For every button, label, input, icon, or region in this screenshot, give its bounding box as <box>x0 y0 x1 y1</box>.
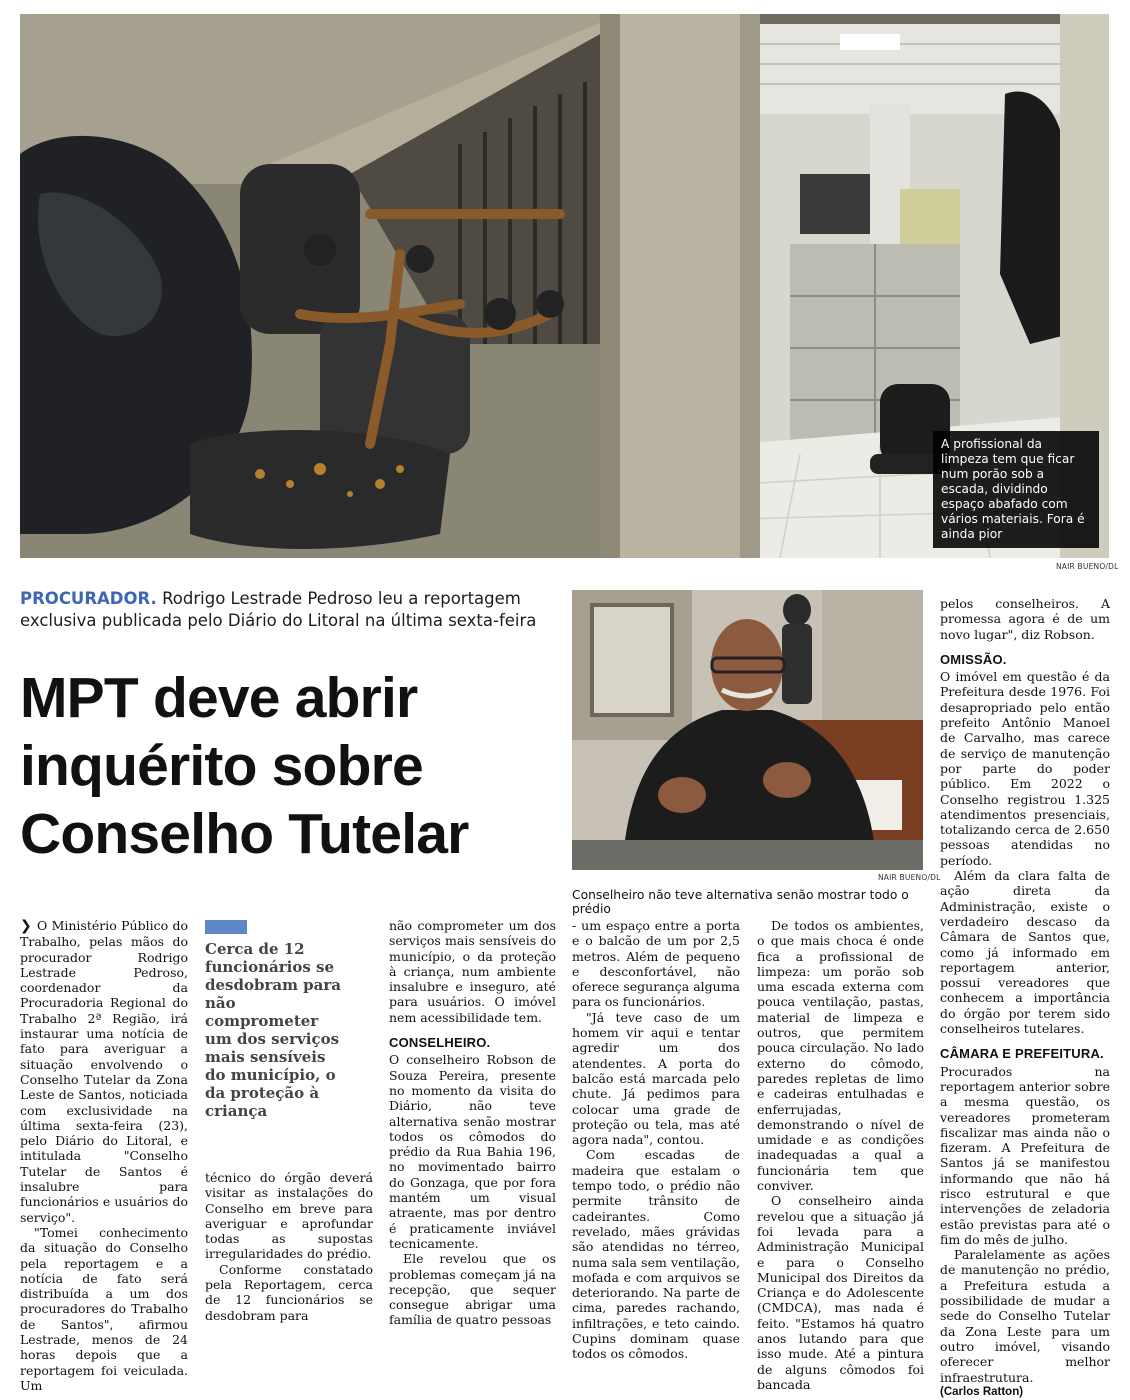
paragraph: Ele revelou que os problemas começam já na recepção, que sequer consegue abrigar uma família de quatro pessoas <box>389 1251 556 1328</box>
paragraph: Procurados na reportagem anterior sobre a mesma questão, os vereadores prometeram fiscalizar mas ainda não o fizeram. A Prefeitura de Santos já se manifestou informando que não há risco estrutural e que intervenções de zeladoria estão previstas para até o fim do mês de julho. <box>940 1063 1110 1247</box>
chevron-right-icon: ❯ <box>20 918 37 934</box>
photo-counselor <box>572 590 923 870</box>
paragraph: De todos os ambientes, o que mais choca é onde fica a profissional de limpeza: um porão sob uma escada externa com pouca ventilação, pastas, material de limpeza e outros, que permitem pouca circulação. No lado externo do cômodo, paredes repletas de limo e cadeiras entulhadas e enferrujadas, demonstrando o nível de umidade e as condições inadequadas a qual a funcionária tem que conviver. <box>757 918 924 1194</box>
author-signature: (Carlos Ratton) <box>940 1385 1024 1398</box>
pull-quote <box>205 920 345 1120</box>
paragraph: O imóvel em questão é da Prefeitura desde 1976. Foi desapropriado pelo então prefeito Antônio Manoel de Carvalho, mas carece de serviço de manutenção por parte do poder público. Em 2022 o Conselho registrou 1.325 atendimentos presenciais, totalizando cerca de 2.650 pessoas atendidas no período. <box>940 669 1110 868</box>
kicker-keyword: PROCURADOR. <box>20 589 157 608</box>
photo-credit-top: NAIR BUENO/DL <box>1056 562 1119 571</box>
column-5 <box>757 918 924 1392</box>
paragraph: ❯ O Ministério Público do Trabalho, pelas mãos do procurador Rodrigo Lestrade Pedroso, coordenador da Procuradoria Regional do Trabalho 2ª Região, irá instaurar uma notícia de fato para averiguar a situação envolvendo o Conselho Tutelar da Zona Leste de Santos, noticiada com exclusividade na última sexta-feira (23), pelo Diário do Litoral, e intitulada "Conselho Tutelar de Santos é insalubre para funcionários e usuários do serviço". <box>20 918 188 1225</box>
column-2 <box>205 1170 373 1323</box>
main-photo-basement <box>20 14 1109 558</box>
paragraph: O conselheiro ainda revelou que a situação já foi levada para a Administração Municipal e para o Conselho Municipal dos Direitos da Criança e do Adolescente (CMDCA), mas nada é feito. "Estamos há quatro anos lutando para que isso mude. Até a pintura de alguns cômodos foi bancada <box>757 1193 924 1392</box>
photo-credit-side: NAIR BUENO/DL <box>878 873 941 882</box>
kicker <box>20 588 560 632</box>
column-1 <box>20 918 188 1393</box>
pull-quote-text: Cerca de 12 funcionários se desdobram para não comprometer um dos serviços mais sensíveis do município, o da proteção à criança <box>205 940 342 1120</box>
column-6 <box>940 596 1110 1400</box>
paragraph: Com escadas de madeira que estalam o tempo todo, o prédio não permite trânsito de cadeirantes. Como revelado, mães grávidas são atendidas no térreo, numa sala sem ventilação, mofada e com arquivos se deteriorando. Na parte de cima, paredes rachando, infiltrações, e teto caindo. Cupins dominam quase todos os cômodos. <box>572 1147 740 1362</box>
subheading-camara-prefeitura: CÂMARA E PREFEITURA. <box>940 1046 1104 1062</box>
paragraph: pelos conselheiros. A promessa agora é de um novo lugar", diz Robson. <box>940 596 1110 642</box>
pull-quote-bar <box>205 920 247 934</box>
subheading-omissao: OMISSÃO. <box>940 651 1007 667</box>
paragraph: Além da clara falta de ação direta da Administração, existe o verdadeiro descaso da Câmara de Santos que, como já informado em reportagem anterior, possui vereadores que conhecem a importância do órgão por terem sido conselheiros tutelares. <box>940 868 1110 1037</box>
column-3 <box>389 918 556 1328</box>
paragraph: técnico do órgão deverá visitar as instalações do Conselho em breve para averiguar e aprofundar todas as supostas irregularidades do prédio. <box>205 1170 373 1262</box>
headline: MPT deve abrir inquérito sobre Conselho Tutelar <box>20 666 469 866</box>
subheading-conselheiro: CONSELHEIRO. <box>389 1035 491 1051</box>
paragraph: Paralelamente as ações de manutenção no prédio, a Prefeitura estuda a possibilidade de mudar a sede do Conselho Tutelar da Zona Leste para um outro imóvel, visando oferecer melhor infraestrutura. <box>940 1247 1110 1385</box>
counselor-portrait-illustration <box>572 590 923 870</box>
paragraph: "Tomei conhecimento da situação do Conselho pela reportagem e a notícia de fato será distribuída a um dos procuradores do Trabalho de Santos", afirmou Lestrade, menos de 24 horas depois que a reportagem foi veiculada. Um <box>20 1224 188 1393</box>
paragraph: não comprometer um dos serviços mais sensíveis do município, o da proteção à criança, num ambiente insalubre e inseguro, até para usuários. O imóvel nem acessibilidade tem. <box>389 918 556 1025</box>
paragraph: "Já teve caso de um homem vir aqui e tentar agredir um dos atendentes. A porta do balcão está marcada pelo chute. Já pedimos para colocar uma grade de proteção ou tela, mas até agora nada", contou. <box>572 1009 740 1148</box>
kicker-text: Rodrigo Lestrade Pedroso leu a reportagem exclusiva publicada pelo Diário do Litoral na última sexta-feira <box>20 589 537 630</box>
photo-caption-counselor: Conselheiro não teve alternativa senão mostrar todo o prédio <box>572 888 909 916</box>
paragraph: O conselheiro Robson de Souza Pereira, presente no momento da visita do Diário, não teve alternativa senão mostrar todos os cômodos do prédio da Rua Bahia 196, no movimentado bairro do Gonzaga, que por fora mantém um visual atraente, mas por dentro é praticamente inviável tecnicamente. <box>389 1052 556 1251</box>
photo-caption-basement: A profissional da limpeza tem que ficar num porão sob a escada, dividindo espaço abafado com vários materiais. Fora é ainda pior <box>933 431 1099 548</box>
paragraph: Conforme constatado pela Reportagem, cerca de 12 funcionários se desdobram para <box>205 1261 373 1323</box>
paragraph: - um espaço entre a porta e o balcão de um por 2,5 metros. Além de pequeno e desconfortável, não oferece segurança alguma para os funcionários. <box>572 918 740 1010</box>
column-4 <box>572 918 740 1362</box>
